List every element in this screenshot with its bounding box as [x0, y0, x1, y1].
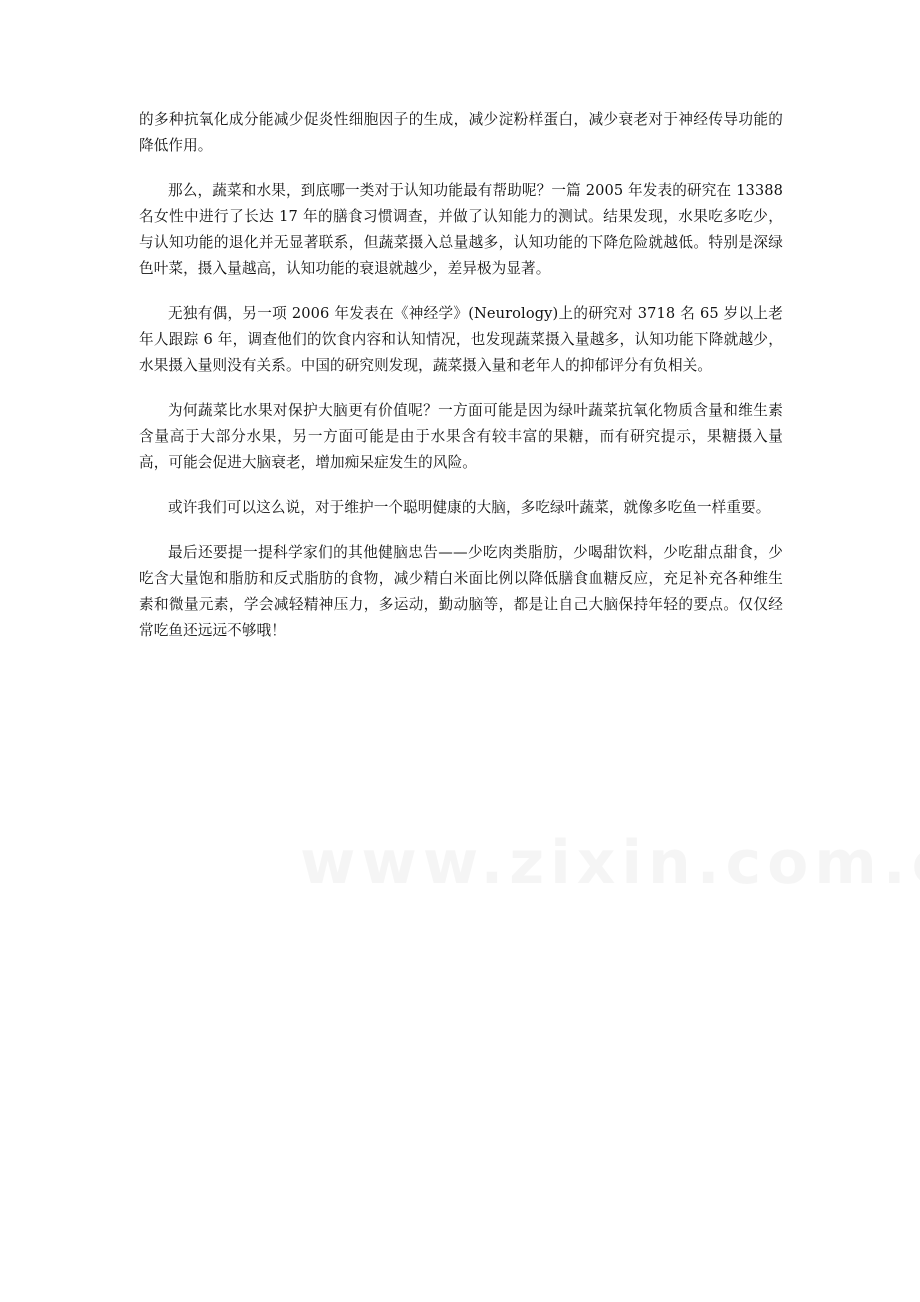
paragraph-1: 的多种抗氧化成分能减少促炎性细胞因子的生成，减少淀粉样蛋白，减少衰老对于神经传导功能的降低作用。: [139, 111, 783, 154]
document-body: [139, 107, 783, 663]
paragraph-4: 为何蔬菜比水果对保护大脑更有价值呢？一方面可能是因为绿叶蔬菜抗氧化物质含量和维生素含量高于大部分水果，另一方面可能是由于水果含有较丰富的果糖，而有研究提示，果糖摄入量高，可能会促进大脑衰老，增加痴呆症发生的风险。: [139, 402, 783, 471]
paragraph-3: 无独有偶，另一项 2006 年发表在《神经学》(Neurology)上的研究对 3718 名 65 岁以上老年人跟踪 6 年，调查他们的饮食内容和认知情况，也发现蔬菜摄入量越多，认知功能下降就越少，水果摄入量则没有关系。中国的研究则发现，蔬菜摄入量和老年人的抑郁评分有负相关。: [139, 305, 783, 374]
paragraph-5: 或许我们可以这么说，对于维护一个聪明健康的大脑，多吃绿叶蔬菜，就像多吃鱼一样重要。: [168, 499, 771, 516]
paragraph-6: 最后还要提一提科学家们的其他健脑忠告——少吃肉类脂肪，少喝甜饮料，少吃甜点甜食，少吃含大量饱和脂肪和反式脂肪的食物，减少精白米面比例以降低膳食血糖反应，充足补充各种维生素和微量元素，学会减轻精神压力，多运动，勤动脑等，都是让自己大脑保持年轻的要点。仅仅经常吃鱼还远远不够哦！: [139, 544, 783, 639]
watermark: [300, 828, 920, 898]
paragraph-2: 那么，蔬菜和水果，到底哪一类对于认知功能最有帮助呢？一篇 2005 年发表的研究在 13388 名女性中进行了长达 17 年的膳食习惯调查，并做了认知能力的测试。结果发现，水果吃多吃少，与认知功能的退化并无显著联系，但蔬菜摄入总量越多，认知功能的下降危险就越低。特别是深绿色叶菜，摄入量越高，认知功能的衰退就越少，差异极为显著。: [139, 182, 783, 277]
